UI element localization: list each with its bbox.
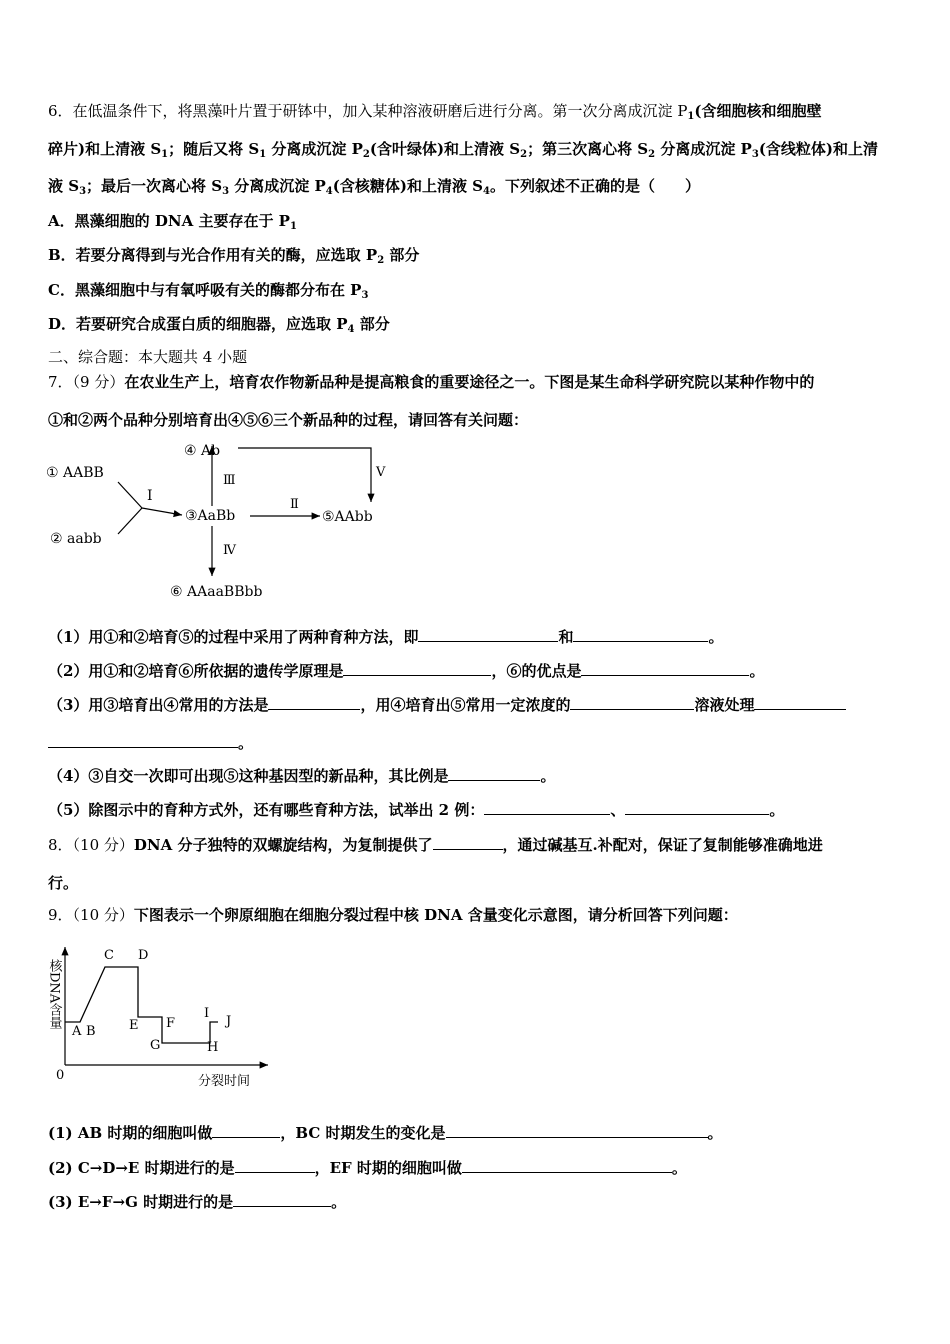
- arrow-step-5: [238, 448, 371, 502]
- q6-line2: 碎片)和上清液 $S_1$；随后又将 $S_1$ 分离成沉淀 $P_2$(含叶绿体)和上清液 $S_2$；第三次离心将 $S_2$ 分离成沉淀 $P_3$(含线粒体)和上清: [48, 140, 879, 160]
- node-1: ① AABB: [46, 465, 104, 481]
- step-label-4: Ⅳ: [223, 543, 236, 558]
- answer-blank[interactable]: [448, 765, 540, 781]
- answer-blank[interactable]: [446, 1122, 708, 1138]
- q7-sub3-cont: 。: [48, 732, 908, 754]
- q6-option-c: C．黑藻细胞中与有氧呼吸有关的酶都分布在 $P_3$: [48, 281, 369, 301]
- origin-label: 0: [56, 1068, 65, 1083]
- node-5: ⑤AAbb: [322, 509, 373, 525]
- point-label-h: H: [207, 1040, 219, 1055]
- node-3: ③AaBb: [185, 508, 236, 524]
- x-axis-label: 分裂时间: [198, 1074, 251, 1089]
- q6-option-b: B．若要分离得到与光合作用有关的酶，应选取 $P_2$ 部分: [48, 246, 420, 266]
- node-6: ⑥ AAaaBBbb: [170, 584, 263, 600]
- q8-line1: 8．（10 分）DNA 分子独特的双螺旋结构，为复制提供了 ，通过碱基互.补配对，保证了复制能够准确地进: [48, 836, 823, 854]
- link-2-merge: [118, 508, 142, 534]
- q7-line1: 7．（9 分）在农业生产上，培育农作物新品种是提高粮食的重要途径之一。下图是某生命科学研究院以某种作物中的: [48, 373, 815, 391]
- answer-blank[interactable]: [462, 1157, 672, 1173]
- breeding-diagram: [40, 436, 400, 608]
- q7-line2: ①和②两个品种分别培育出④⑤⑥三个新品种的过程，请回答有关问题：: [48, 411, 529, 429]
- answer-blank[interactable]: [433, 834, 503, 850]
- answer-blank[interactable]: [570, 694, 694, 710]
- arrow-step-1: [142, 508, 182, 515]
- link-1-merge: [118, 482, 142, 508]
- q6-line3: 液 $S_3$；最后一次离心将 $S_3$ 分离成沉淀 $P_4$(含核糖体)和上清液 $S_4$。下列叙述不正确的是（ ）: [48, 177, 700, 197]
- step-label-3: Ⅲ: [223, 473, 236, 488]
- answer-blank[interactable]: [268, 694, 360, 710]
- dna-content-chart: [40, 945, 280, 1095]
- point-labels: [71, 948, 231, 1055]
- point-label-j: J: [226, 1014, 232, 1029]
- q6-line1: 6．在低温条件下，将黑藻叶片置于研钵中，加入某种溶液研磨后进行分离。第一次分离成沉淀 $P_1$(含细胞核和细胞壁: [48, 102, 822, 122]
- answer-blank[interactable]: [235, 1157, 315, 1173]
- q7-sub5: （5）除图示中的育种方式外，还有哪些育种方法，试举出 2 例： 、 。: [48, 801, 785, 819]
- q6-option-d: D．若要研究合成蛋白质的细胞器，应选取 $P_4$ 部分: [48, 315, 390, 335]
- q9-line1: 9．（10 分）下图表示一个卵原细胞在细胞分裂过程中核 DNA 含量变化示意图，请分析回答下列问题：: [48, 906, 738, 924]
- q9-sub3: (3) E→F→G 时期进行的是 。: [48, 1193, 347, 1211]
- step-label-1: Ⅰ: [147, 488, 153, 504]
- point-label-i: I: [204, 1006, 210, 1021]
- q9-sub1: (1) AB 时期的细胞叫做 ，BC 时期发生的变化是 。: [48, 1124, 723, 1142]
- answer-blank[interactable]: [48, 732, 238, 748]
- step-label-2: Ⅱ: [290, 497, 299, 512]
- q7-sub4: （4）③自交一次即可出现⑤这种基因型的新品种，其比例是 。: [48, 767, 556, 785]
- q8-number: 8．（10 分）: [48, 836, 134, 854]
- answer-blank[interactable]: [233, 1191, 331, 1207]
- answer-blank[interactable]: [754, 694, 846, 710]
- q7-sub2: （2）用①和②培育⑥所依据的遗传学原理是 ，⑥的优点是 。: [48, 662, 765, 680]
- q7-sub1: （1）用①和②培育⑤的过程中采用了两种育种方法，即 和 。: [48, 628, 724, 646]
- point-label-c: C: [104, 948, 114, 963]
- answer-blank[interactable]: [343, 660, 491, 676]
- answer-blank[interactable]: [625, 799, 769, 815]
- point-label-b: B: [86, 1024, 96, 1039]
- point-label-e: E: [129, 1018, 139, 1033]
- point-label-f: F: [166, 1016, 176, 1031]
- q6-option-a: A．黑藻细胞的 DNA 主要存在于 $P_1$: [48, 212, 297, 232]
- y-axis-label: 核DNA含量: [46, 959, 62, 1030]
- answer-blank[interactable]: [418, 626, 558, 642]
- node-4: ④ Ab: [184, 443, 221, 459]
- answer-blank[interactable]: [484, 799, 610, 815]
- point-label-a: A: [72, 1024, 82, 1039]
- q9-number: 9．（10 分）: [48, 906, 134, 924]
- q6-number: 6．: [48, 102, 73, 120]
- q8-line2: 行。: [48, 874, 79, 892]
- answer-blank[interactable]: [212, 1122, 280, 1138]
- step-label-5: Ⅴ: [376, 465, 386, 480]
- point-label-g: G: [150, 1038, 161, 1053]
- q7-number: 7．（9 分）: [48, 373, 125, 391]
- q7-sub3: （3）用③培育出④常用的方法是 ，用④培育出⑤常用一定浓度的 溶液处理: [48, 694, 908, 716]
- section-heading: 二、综合题：本大题共 4 小题: [48, 348, 248, 366]
- answer-blank[interactable]: [573, 626, 708, 642]
- answer-blank[interactable]: [581, 660, 749, 676]
- point-label-d: D: [138, 948, 149, 963]
- node-2: ② aabb: [50, 531, 102, 547]
- q9-sub2: (2) C→D→E 时期进行的是 ，EF 时期的细胞叫做 。: [48, 1159, 687, 1177]
